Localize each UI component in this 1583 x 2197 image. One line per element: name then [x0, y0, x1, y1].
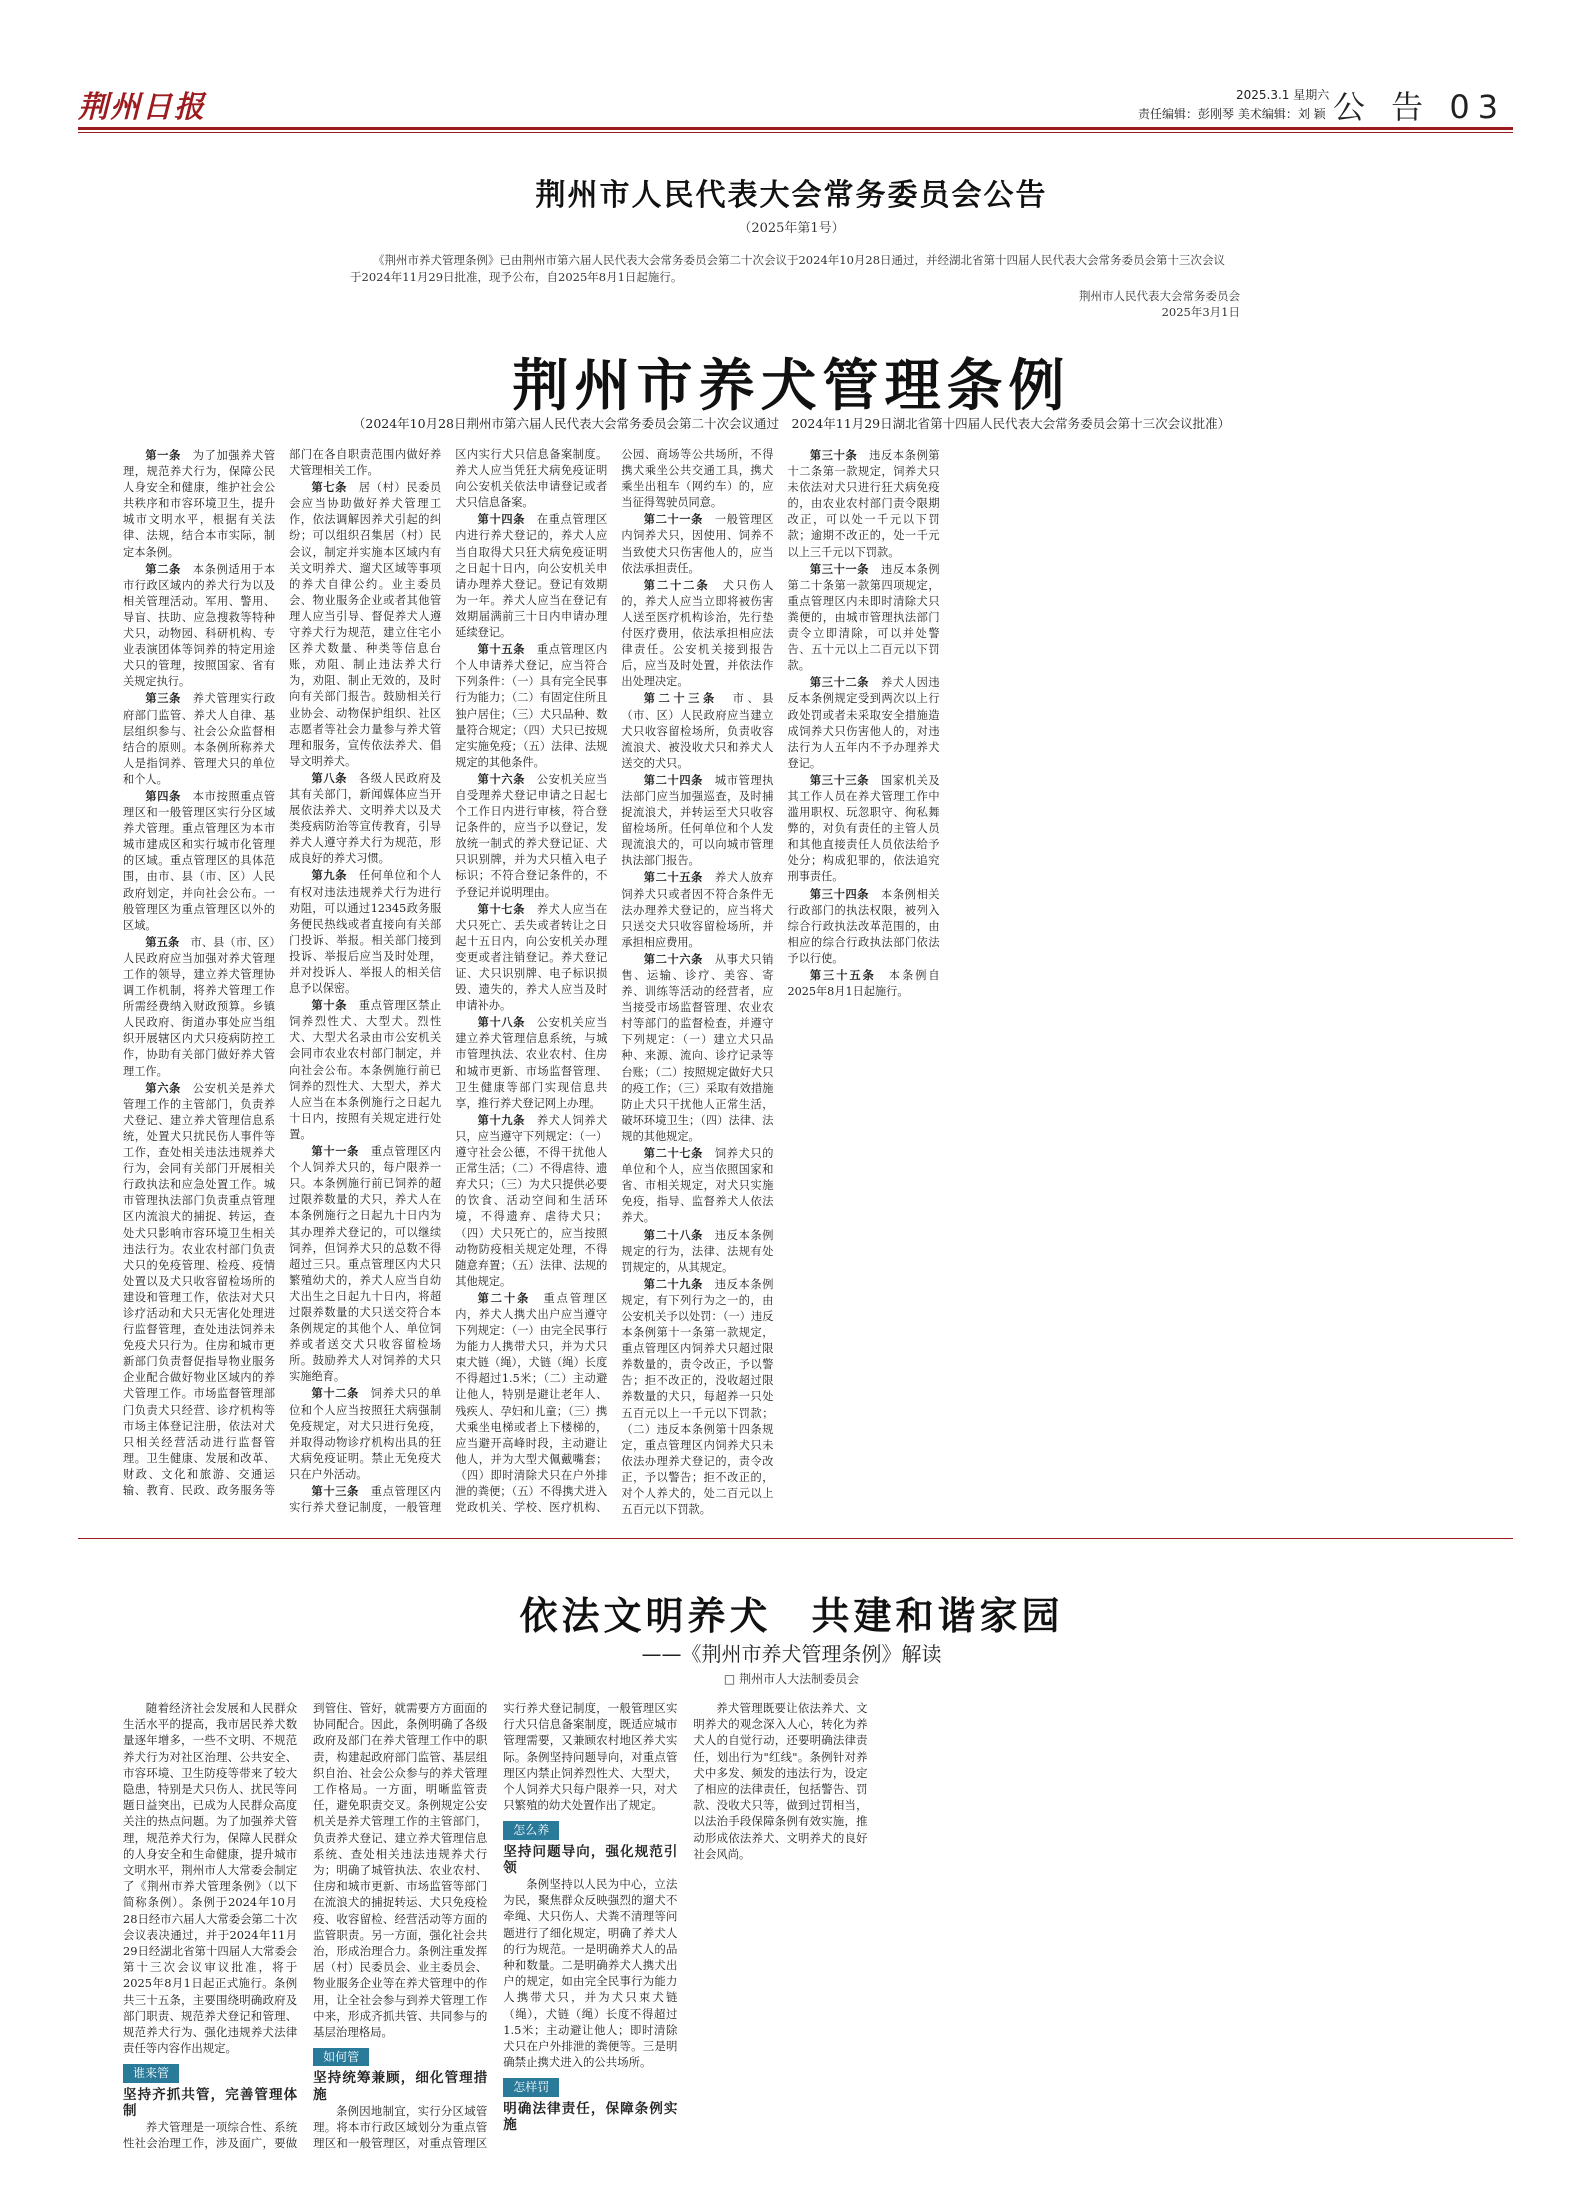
law-article-head: 第三十条 — [809, 448, 858, 462]
law-article-text: 本条例相关行政部门的执法权限，被列入综合行政执法改革范围的，由相应的综合行政执法部门依法予以行使。 — [787, 887, 940, 965]
law-article-text: 养犬人应当在犬只死亡、丢失或者转让之日起十五日内，向公安机关办理变更或者注销登记。养犬登记证、犬只识别牌、电子标识损毁、遗失的，养犬人应当及时申请补办。 — [455, 902, 608, 1013]
section-label: 公 告 03 — [1333, 88, 1507, 126]
law-article-head: 第十八条 — [477, 1015, 526, 1030]
law-article-text: 养犬管理实行政府部门监管、养犬人自律、基层组织参与、社会公众监督相结合的原则。本条例所称养犬人是指饲养、管理犬只的单位和个人。 — [123, 692, 276, 786]
section-tag-row — [123, 2056, 297, 2086]
law-article-head: 第一条 — [145, 448, 181, 462]
interpretation-intro: 随着经济社会发展和人民群众生活水平的提高，我市居民养犬数量逐年增多，一些不文明、不规范养犬行为对社区治理、公共安全、市容环境、卫生防疫等带来了较大隐患，特别是犬只伤人、扰民等问题日益突出，已成为人民群众高度关注的热点问题。为了加强养犬管理，规范养犬行为，保障人民群众的人身安全和生命健康，提升城市文明水平，荆州市人大常委会制定了《荆州市养犬管理条例》（以下简称条例）。条例于2024年10月28日经市六届人大常委会第二十次会议表决通过，并于2024年11月29日经湖北省第十四届人大常委会第十三次会议审议批准，将于2025年8月1日起正式施行。条例共三十五条，主要围绕明确政府及部门职责、规范养犬登记和管理、规范养犬行为、强化违规养犬法律责任等内容作出规定。 — [123, 1701, 298, 2056]
law-article-head: 第二条 — [145, 561, 181, 576]
law-article-text: 饲养犬只的单位和个人，应当依照国家和省、市相关规定，对犬只实施免疫，指导、监督养犬人依法养犬。 — [621, 1147, 774, 1225]
law-article-head: 第三十五条 — [809, 968, 876, 982]
law-article — [621, 869, 773, 950]
law-article-text: 违反本条例规定，有下列行为之一的，由公安机关予以处罚：（一）违反本条例第十一条第一款规定，重点管理区内饲养犬只超过限养数量的，责令改正，予以警告；拒不改正的，没收超过限养数量的犬只，每超养一只处五百元以上一千元以下罚款；（二）违反本条例第十四条规定，重点管理区内饲养犬只未依法办理养犬登记的，责令改正，予以警告；拒不改正的，对个人养犬的，处二百元以上五百元以下罚款。 — [621, 1277, 774, 1517]
notice-number: （2025年第1号） — [738, 221, 845, 236]
law-article — [788, 447, 940, 561]
masthead-rule — [78, 127, 1513, 130]
section-heading: 坚持齐抓共管，完善管理体制 — [123, 2086, 298, 2119]
masthead-rule-thin — [78, 132, 1513, 133]
law-article-text: 重点管理区内，养犬人携犬出户应当遵守下列规定：（一）由完全民事行为能力人携带犬只，并为犬只束犬链（绳），犬链（绳）长度不得超过1.5米；（二）主动避让他人，特别是避让老年人、残疾人、孕妇和儿童；（三）携犬乘坐电梯或者上下楼梯的，应当避开高峰时段，主动避让他人，并为大型犬佩戴嘴套；（四）即时清除犬只在户外排泄的粪便；（五）不得携犬进入党政机关、学校、医疗机构、公园、商场等公共场所，不得携犬乘坐公共交通工具，携犬乘坐出租车（网约车）的，应当征得驾驶员同意。 — [455, 448, 774, 1515]
law-article-head: 第二十六条 — [643, 951, 704, 966]
law-article-text: 公安机关是养犬管理工作的主管部门，负责养犬登记、建立养犬管理信息系统，处置犬只扰民伤人事件等工作，查处相关违法违规养犬行为，会同有关部门开展相关行政执法和应急处置工作。城市管理执法部门负责重点管理区内流浪犬的捕捉、转运，查处犬只影响市容环境卫生相关违法行为。农业农村部门负责犬只的免疫管理、检疫、疫情处置以及犬只收容留检场所的建设和管理工作，依法对犬只诊疗活动和犬只无害化处理进行监督管理，查处违法饲养未免疫犬只行为。住房和城市更新部门负责督促指导物业服务企业配合做好物业区域内的养犬管理工作。市场监督管理部门负责犬只经营、诊疗机构等市场主体登记注册，依法对犬只相关经营活动进行监督管理。卫生健康、发展和改革、财政、文化和旅游、交通运输、教育、民政、政务服务等部门在各自职责范围内做好养犬管理相关工作。 — [123, 448, 442, 1497]
law-article-text: 养犬人放弃饲养犬只或者因不符合条件无法办理养犬登记的，应当将犬只送交犬只收容留检场所，并承担相应费用。 — [621, 871, 774, 949]
law-article-text: 重点管理区内实行养犬登记制度，一般管理区内实行犬只信息备案制度。养犬人应当凭狂犬病免疫证明向公安机关依法申请登记或者犬只信息备案。 — [289, 448, 608, 1515]
law-article-text: 在重点管理区内进行养犬登记的，养犬人应当自取得犬只狂犬病免疫证明之日起十日内，向公安机关申请办理养犬登记。登记有效期为一年。养犬人应当在登记有效期届满前三十日内申请办理延续登记。 — [455, 513, 608, 640]
law-article-head: 第六条 — [145, 1080, 181, 1095]
law-article-head: 第二十三条 — [643, 691, 718, 706]
law-article-text: 犬只伤人的，养犬人应当立即将被伤害人送至医疗机构诊治，先行垫付医疗费用，依法承担相应法律责任。公安机关接到报告后，应当及时处置，并依法作出处理决定。 — [621, 578, 774, 689]
law-article-head: 第五条 — [145, 934, 180, 949]
law-article-text: 公安机关应当建立养犬管理信息系统，与城市管理执法、农业农村、住房和城市更新、市场监督管理、卫生健康等部门实现信息共享，推行养犬登记网上办理。 — [455, 1016, 608, 1110]
law-article-head: 第十二条 — [311, 1386, 359, 1401]
publication-date: 2025.3.1 星期六 — [1236, 88, 1330, 102]
law-article-text: 养犬人饲养犬只，应当遵守下列规定：（一）遵守社会公德，不得干扰他人正常生活；（二）不得虐待、遗弃犬只；（三）为犬只提供必要的饮食、活动空间和生活环境，不得遗弃、虐待犬只；（四）犬只死亡的，应当按照动物防疫相关规定处理，不得随意弃置；（五）法律、法规的其他规定。 — [455, 1113, 608, 1288]
law-article — [621, 1276, 773, 1518]
law-article — [455, 1112, 607, 1290]
law-article-head: 第十条 — [311, 998, 348, 1013]
law-article — [123, 934, 275, 1080]
law-article — [289, 867, 441, 997]
law-article — [788, 967, 940, 1000]
law-article — [621, 511, 773, 576]
law-article-head: 第十三条 — [311, 1484, 359, 1498]
masthead — [78, 82, 1513, 128]
law-article — [455, 901, 607, 1015]
law-article-text: 为了加强养犬管理，规范养犬行为，保障公民人身安全和健康，维护社会公共秩序和市容环境卫生，提升城市文明水平，根据有关法律、法规，结合本市实际，制定本条例。 — [123, 449, 276, 559]
law-article — [289, 770, 441, 868]
section-text: 条例坚持以人民为中心，立法为民，聚焦群众反映强烈的遛犬不牵绳、犬只伤人、犬粪不清理等问题进行了细化规定，明确了养犬人的行为规范。一是明确养犬人的品种和数量。二是明确养犬人携犬出户的规定，如由完全民事行为能力人携带犬只，并为犬只束犬链（绳），犬链（绳）长度不得超过1.5米；主动避让他人；即时清除犬只在户外排泄的粪便等。三是明确禁止携犬进入的公共场所。 — [503, 1877, 678, 2070]
law-article — [123, 788, 275, 934]
law-article — [788, 772, 940, 886]
law-article-head: 第七条 — [311, 480, 348, 495]
law-article-text: 饲养犬只的单位和个人应当按照狂犬病强制免疫规定，对犬只进行免疫，并取得动物诊疗机构出具的狂犬病免疫证明。禁止无免疫犬只在户外活动。 — [289, 1387, 442, 1481]
law-article-head: 第二十条 — [477, 1290, 531, 1305]
section-text: 条例因地制宜，实行分区域管理。将本市行政区域划分为重点管理区和一般管理区，对重点管理区实行养犬登记制度，一般管理区实行犬只信息备案制度，既适应城市管理需要，又兼顾农村地区养犬实际。条例坚持问题导向，对重点管理区内禁止饲养烈性犬、大型犬，个人饲养犬只每户限养一只，对犬只繁殖的幼犬处置作出了规定。 — [313, 1701, 678, 2151]
notice-body: 《荆州市养犬管理条例》已由荆州市第六届人民代表大会常务委员会第二十次会议于2024年10月28日通过，并经湖北省第十四届人民代表大会常务委员会第十三次会议于2024年11月29日批准，现予公布，自2025年8月1日起施行。 — [350, 253, 1226, 284]
law-article — [455, 641, 607, 771]
law-article-head: 第二十五条 — [643, 870, 704, 885]
law-article-text: 养犬人因违反本条例规定受到两次以上行政处罚或者未采取安全措施造成饲养犬只伤害他人的，对违法行为人五年内不予办理养犬登记。 — [787, 676, 940, 770]
section-tag: 谁来管 — [123, 2064, 179, 2082]
law-article-text: 市、县（市、区）人民政府应当建立犬只收容留检场所，负责收容流浪犬、被没收犬只和养犬人送交的犬只。 — [621, 692, 774, 770]
law-article — [123, 561, 275, 691]
interpretation-title-left: 依法文明养犬 — [519, 1593, 772, 1638]
section-heading: 坚持问题导向，强化规范引领 — [503, 1843, 678, 1876]
law-article — [455, 511, 607, 641]
law-article — [621, 772, 773, 870]
interpretation-title — [0, 1585, 1583, 1640]
law-article-head: 第三十四条 — [809, 886, 870, 901]
law-article-head: 第二十九条 — [643, 1276, 704, 1291]
law-article-head: 第十六条 — [477, 771, 526, 786]
law-article — [621, 1227, 773, 1276]
law-article-head: 第二十七条 — [643, 1146, 704, 1161]
law-article — [289, 1385, 441, 1483]
law-article-head: 第二十四条 — [643, 772, 704, 787]
law-article-text: 公安机关应当自受理养犬登记申请之日起七个工作日内进行审核，符合登记条件的，应当予以登记，发放统一制式的养犬登记证、犬只识别牌，并为犬只植入电子标识；不符合登记条件的，不予登记并说明理由。 — [455, 772, 608, 899]
notice-signature — [1060, 288, 1240, 320]
law-article-text: 国家机关及其工作人员在养犬管理工作中滥用职权、玩忽职守、徇私舞弊的，对负有责任的主管人员和其他直接责任人员依法给予处分；构成犯罪的，依法追究刑事责任。 — [787, 773, 940, 884]
law-article — [123, 690, 275, 788]
law-article-text: 市、县（市、区）人民政府应当加强对养犬管理工作的领导，建立养犬管理协调工作机制，将养犬管理工作所需经费纳入财政预算。乡镇人民政府、街道办事处应当组织开展辖区内犬只疫病防控工作，协助有关部门做好养犬管理工作。 — [123, 935, 276, 1078]
section-heading: 坚持统筹兼顾，细化管理措施 — [313, 2070, 488, 2103]
law-article-text: 本条例适用于本市行政区域内的养犬行为以及相关管理活动。军用、警用、导盲、扶助、应急搜救等特种犬只，动物园、科研机构、专业表演团体等饲养的特定用途犬只的管理，按照国家、省有关规定执行。 — [123, 562, 276, 689]
law-article-text: 从事犬只销售、运输、诊疗、美容、寄养、训练等活动的经营者，应当接受市场监督管理、农业农村等部门的监督检查，并遵守下列规定：（一）建立犬只品种、来源、流向、诊疗记录等台账；（二）按照规定做好犬只的疫工作；（三）采取有效措施防止犬只干扰他人正常生活，破坏环境卫生；（四）法律、法规的其他规定。 — [621, 952, 774, 1143]
law-article — [455, 771, 607, 901]
notice-signer: 荆州市人民代表大会常务委员会 — [1079, 289, 1240, 303]
law-article-head: 第十九条 — [477, 1112, 526, 1127]
law-article-text: 居（村）民委员会应当协助做好养犬管理工作，依法调解因养犬引起的纠纷；可以组织召集居（村）民会议，制定并实施本区域内有关文明养犬、遛犬区域等事项的养犬自律公约。业主委员会、物业服务企业或者其他管理人应当引导、督促养犬人遵守养犬行为规范，建立住宅小区养犬数量、种类等信息台账，劝阻、制止违法养犬行为，劝阻、制止无效的，及时向有关部门报告。鼓励相关行业协会、动物保护组织、社区志愿者等社会力量参与养犬管理和服务，宣传依法养犬、倡导文明养犬。 — [289, 481, 442, 768]
law-article-head: 第九条 — [311, 868, 348, 883]
law-article — [123, 447, 275, 561]
section-tag-row — [503, 2070, 677, 2100]
law-article — [455, 1014, 607, 1112]
law-article-head: 第二十一条 — [643, 512, 704, 527]
law-article — [788, 561, 940, 675]
law-article-text: 任何单位和个人有权对违法违规养犬行为进行劝阻，可以通过12345政务服务便民热线或者直接向有关部门投诉、举报。相关部门接到投诉、举报后应当及时处理，并对投诉人、举报人的相关信息予以保密。 — [289, 869, 442, 996]
section-tag: 怎么养 — [503, 1821, 559, 1839]
law-article-text: 一般管理区内饲养犬只，因使用、饲养不当致使犬只伤害他人的，应当依法承担责任。 — [621, 513, 774, 575]
law-article-text: 本条例自2025年8月1日起施行。 — [787, 969, 940, 999]
law-article — [289, 997, 441, 1143]
law-article-head: 第二十二条 — [643, 577, 710, 592]
law-article — [788, 886, 940, 967]
law-article — [788, 674, 940, 772]
newspaper-logo: 荆州日报 — [78, 90, 206, 125]
law-articles — [123, 447, 1438, 1527]
interpretation-author: □ 荆州市人大法制委员会 — [723, 1672, 860, 1686]
law-article-text: 重点管理区内个人申请养犬登记，应当符合下列条件：（一）具有完全民事行为能力；（二）有固定住所且独户居住；（三）犬只品种、数量符合规定；（四）犬只已按规定实施免疫；（五）法律、法规规定的其他条件。 — [455, 643, 608, 769]
law-article-head: 第十七条 — [477, 901, 526, 916]
interpretation-subtitle: ——《荆州市养犬管理条例》解读 — [641, 1642, 942, 1666]
section-tag-row — [313, 2040, 487, 2070]
section-heading: 明确法律责任，保障条例实施 — [503, 2100, 678, 2133]
law-article-head: 第二十八条 — [643, 1227, 704, 1242]
section-tag: 怎样罚 — [503, 2078, 559, 2096]
law-article — [621, 577, 773, 691]
interpretation-title-right: 共建和谐家园 — [811, 1593, 1064, 1638]
law-article-head: 第四条 — [145, 788, 181, 803]
law-article-head: 第三条 — [145, 691, 181, 706]
editor-credits: 责任编辑：彭刚琴 美术编辑：刘 颖 — [1138, 107, 1326, 121]
law-article — [289, 479, 441, 770]
law-article-head: 第十五条 — [477, 642, 526, 657]
notice-title: 荆州市人民代表大会常务委员会公告 — [535, 178, 1048, 213]
section-tag-row — [503, 1813, 677, 1843]
law-article-text: 重点管理区禁止饲养烈性犬、大型犬。烈性犬、大型犬名录由市公安机关会同市农业农村部门制定，并向社会公布。本条例施行前已饲养的烈性犬、大型犬，养犬人应当在本条例施行之日起九十日内，按照有关规定进行处置。 — [289, 999, 442, 1141]
law-article-head: 第三十二条 — [809, 675, 870, 690]
law-article-text: 城市管理执法部门应当加强巡查，及时捕捉流浪犬，并转运至犬只收容留检场所。任何单位和个人发现流浪犬的，可以向城市管理执法部门报告。 — [621, 773, 774, 868]
law-article-text: 各级人民政府及其有关部门，新闻媒体应当开展依法养犬、文明养犬以及犬类疫病防治等宣传教育，引导养犬人遵守养犬行为规范，形成良好的养犬习惯。 — [289, 771, 442, 866]
law-article-text: 违反本条例第二十条第一款第四项规定，重点管理区内未即时清除犬只粪便的，由城市管理执法部门责令立即清除，可以并处警告、五十元以上二百元以下罚款。 — [787, 562, 940, 673]
section-divider — [78, 1538, 1513, 1539]
law-article-text: 重点管理区内个人饲养犬只的，每户限养一只。本条例施行前已饲养的超过限养数量的犬只，养犬人在本条例施行之日起九十日内为其办理养犬登记的，可以继续饲养，但饲养犬只的总数不得超过三只。重点管理区内犬只繁殖幼犬的，养犬人应当自幼犬出生之日起九十日内，将超过限养数量的犬只送交符合本条例规定的其他个人、单位饲养或者送交犬只收容留检场所。鼓励养犬人对饲养的犬只实施绝育。 — [289, 1145, 442, 1384]
law-article-head: 第八条 — [311, 770, 348, 785]
notice-sign-date: 2025年3月1日 — [1161, 305, 1240, 319]
law-article — [289, 1143, 441, 1385]
law-subtitle: （2024年10月28日荆州市第六届人民代表大会常务委员会第二十次会议通过 2024年11月29日湖北省第十四届人民代表大会常务委员会第十三次会议批准） — [352, 416, 1231, 431]
section-text: 养犬管理是一项综合性、系统性社会治理工作，涉及面广，要做到管住、管好，就需要方方面面的协同配合。因此，条例明确了各级政府及部门在养犬管理工作中的职责，构建起政府部门监管、基层组织自治、社会公众参与的养犬管理工作格局。一方面，明晰监管责任，避免职责交叉。条例规定公安机关是养犬管理工作的主管部门，负责养犬登记、建立养犬管理信息系统、查处相关违法违规养犬行为；明确了城管执法、农业农村、住房和城市更新、市场监管等部门在流浪犬的捕捉转运、犬只免疫检疫、收容留检、经营活动等方面的监管职责。另一方面，强化社会共治，形成治理合力。条例注重发挥居（村）民委员会、业主委员会、物业服务企业等在养犬管理中的作用，让全社会参与到养犬管理工作中来，形成齐抓共管、共同参与的基层治理格局。 — [123, 1701, 488, 2151]
law-article — [621, 1145, 773, 1226]
law-article-text: 违反本条例规定的行为，法律、法规有处罚规定的，从其规定。 — [621, 1228, 774, 1274]
law-article — [621, 951, 773, 1145]
section-tag: 如何管 — [313, 2048, 369, 2066]
law-title: 荆州市养犬管理条例 — [512, 353, 1071, 419]
law-article-text: 违反本条例第十二条第一款规定，饲养犬只未依法对犬只进行狂犬病免疫的，由农业农村部门责令限期改正，可以处一千元以下罚款；逾期不改正的，处一千元以上三千元以下罚款。 — [787, 449, 940, 559]
law-article — [621, 690, 773, 771]
law-article-head: 第十四条 — [477, 512, 526, 527]
law-article-head: 第十一条 — [311, 1144, 359, 1159]
law-article-text: 本市按照重点管理区和一般管理区实行分区域养犬管理。重点管理区为本市城市建成区和实行城市化管理的区域。重点管理区的具体范围，由市、县（市、区）人民政府划定，并向社会公布。一般管理区为重点管理区以外的区域。 — [123, 789, 276, 932]
section-text: 养犬管理既要让依法养犬、文明养犬的观念深入人心，转化为养犬人的自觉行动，还要明确法律责任，划出行为"红线"。条例针对养犬中多发、频发的违法行为，设定了相应的法律责任，包括警告、罚款、没收犬只等，做到过罚相当，以法治手段保障条例有效实施，推动形成依法养犬、文明养犬的良好社会风尚。 — [693, 1701, 868, 1861]
law-article-head: 第三十一条 — [809, 561, 870, 576]
law-article-head: 第三十三条 — [809, 772, 870, 787]
interpretation-body — [123, 1700, 1438, 2160]
